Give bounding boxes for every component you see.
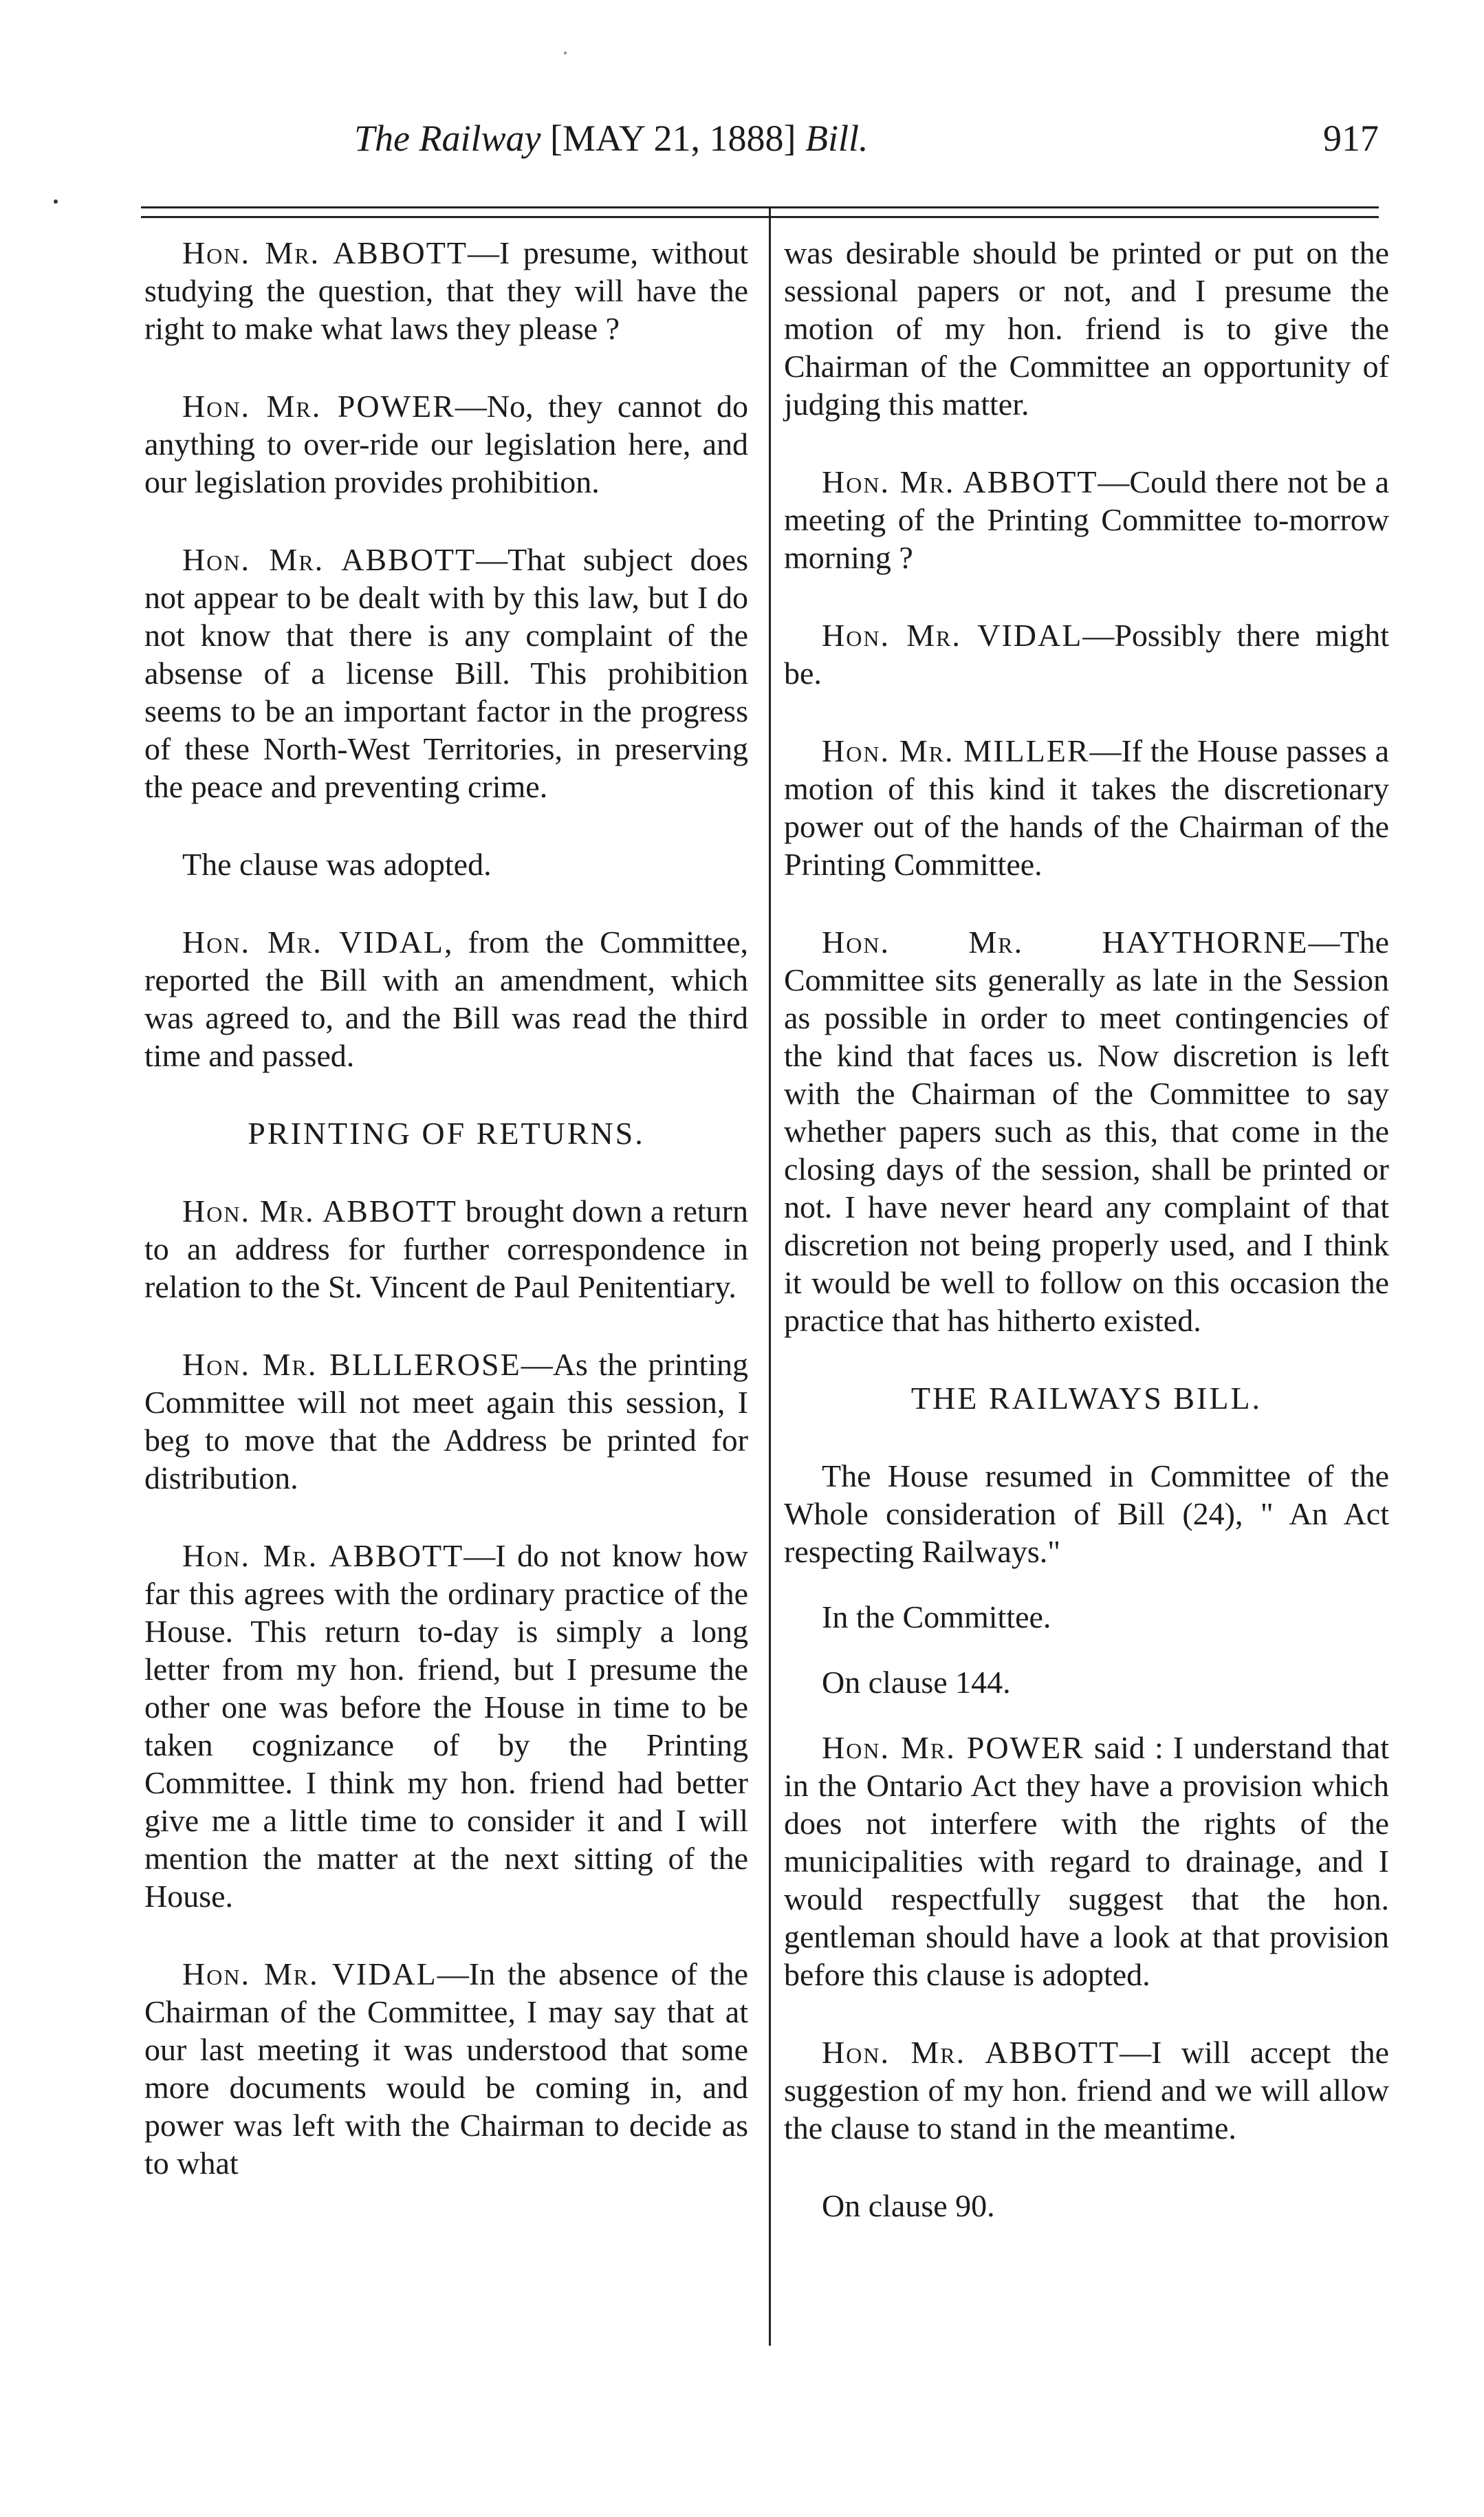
section-heading-railways-bill: THE RAILWAYS BILL. [910,1381,1263,1416]
paragraph [144,1537,748,1915]
speech-text: —As the printing Committee will not meet again this session, I beg to move that the Address be printed for distribution. [144,1347,749,1495]
page-number: 917 [1323,118,1379,159]
speech-text: —Could there not be a meeting of the Printing Committee to-morrow morning ? [784,464,1389,575]
speech-text: —Possibly there might be. [784,618,1389,691]
header-rule-bottom [141,216,1379,218]
speaker-name: Hon. Mr. ABBOTT [822,464,1098,499]
header-rule-top [141,206,1379,208]
print-speck [564,52,567,54]
speaker-name: Hon. Mr. VIDAL [182,1956,437,1991]
paragraph: On clause 144. [822,1665,1011,1700]
paragraph: On clause 90. [822,2188,995,2223]
left-column [144,234,748,2222]
speech-text: —If the House passes a motion of this kind it takes the discretionary power out of the hands of the Chairman of the Printing Committee. [784,733,1389,882]
speech-text: , from the Committee, reported the Bill with an amendment, which was agreed to, and the Bill was read the third time and passed. [144,925,749,1073]
speaker-name: Hon. Mr. ABBOTT [182,1193,457,1229]
speaker-name: Hon. Mr. VIDAL [182,925,444,960]
speech-text: —I do not know how far this agrees with the ordinary practice of the House. This return to-day is simply a long letter from my hon. friend, but I presume the other one was before the House in time to be taken cognizance of by the Printing Committee. I think my hon. friend had better give me a little time to consider it and I will mention the matter at the next sitting of the House. [144,1538,748,1914]
speech-text: —That subject does not appear to be dealt with by this law, but I do not know that there is any complaint of the absense of a license Bill. This prohibition seems to be an important factor in the progress of these North-West Territories, in preserving the peace and preventing crime. [144,542,748,804]
speaker-name: Hon. Mr. MILLER [822,733,1090,768]
paragraph [784,732,1389,883]
speaker-name: Hon. Mr. ABBOTT [182,542,477,577]
speech-text: —The Committee sits generally as late in the Session as possible in order to meet contingencies of the kind that faces us. Now discretion is left with the Chairman of the Committee to say whether papers such as this, that come in the closing days of the session, shall be printed or not. I have never heard any complaint of that discretion not being properly used, and I think it would be well to follow on this occasion the practice that has hitherto existed. [784,925,1389,1338]
paragraph [144,923,748,1074]
speech-text: brought down a return to an address for further correspondence in relation to the St. Vincent de Paul Penitentiary. [144,1193,748,1304]
paragraph [144,387,748,501]
speaker-name: Hon. Mr. POWER [182,389,455,424]
paragraph [784,463,1389,576]
speech-text: —I will accept the suggestion of my hon. friend and we will allow the clause to stand in the meantime. [784,2035,1389,2146]
paragraph [144,1346,748,1497]
speaker-name: Hon. Mr. VIDAL [822,618,1083,653]
section-heading-printing-of-returns: PRINTING OF RETURNS. [248,1116,645,1151]
paragraph [144,234,748,347]
speaker-name: Hon. Mr. ABBOTT [182,1538,464,1573]
speech-text: —In the absence of the Chairman of the Committee, I may say that at our last meeting it was understood that some more documents would be coming in, and power was left with the Chairman to decide as to what [144,1956,748,2181]
page-header [141,117,1379,172]
column-divider [769,206,771,2346]
paragraph: The clause was adopted. [182,847,492,882]
speech-text: —No, they cannot do anything to over-ride our legislation here, and our legislation provides prohibition. [144,389,748,499]
paragraph [144,1192,748,1306]
speaker-name: Hon. Mr. HAYTHORNE [822,925,1309,960]
speaker-name: Hon. Mr. BLLLEROSE [182,1347,521,1382]
paragraph: The House resumed in Committee of the Whole consideration of Bill (24), " An Act respecting Railways." [784,1458,1389,1569]
paragraph [144,541,748,806]
running-head-title: The Railway [354,118,541,159]
speaker-name: Hon. Mr. POWER [822,1730,1084,1765]
paragraph [784,1729,1389,1994]
running-head-date: [MAY 21, 1888] [549,118,796,159]
running-head-bill: Bill. [805,118,869,159]
speaker-name: Hon. Mr. ABBOTT [182,235,468,270]
paragraph [784,923,1389,1339]
paragraph [784,616,1389,692]
speech-text: said : I understand that in the Ontario Act they have a provision which does not interfere with the rights of the municipalities with regard to drainage, and I would respectfully suggest that the hon. gentleman should have a look at that provision before this clause is adopted. [784,1730,1390,1992]
paragraph [784,2033,1389,2147]
margin-dot [54,199,58,204]
paragraph [144,1955,748,2182]
right-column [784,234,1389,2265]
speaker-name: Hon. Mr. ABBOTT [822,2035,1120,2070]
speech-text: —I presume, without studying the question, that they will have the right to make what laws they please ? [144,235,748,346]
paragraph-continued: was desirable should be printed or put on the sessional papers or not, and I presume the motion of my hon. friend is to give the Chairman of the Committee an opportunity of judging this matter. [784,235,1389,422]
paragraph: In the Committee. [822,1599,1051,1634]
running-head [354,117,869,160]
